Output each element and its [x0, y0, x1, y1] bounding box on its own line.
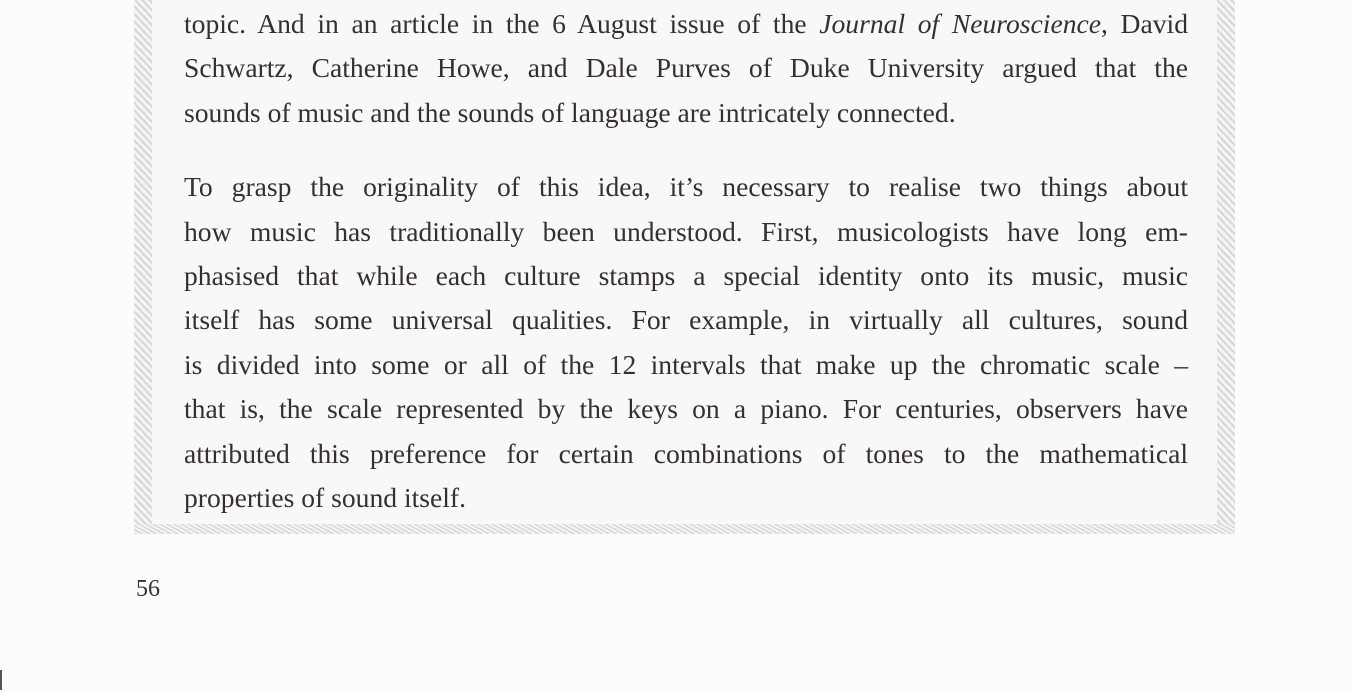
- page-number: 56: [136, 576, 160, 602]
- text-line: attributed this preference for certain combinations of tones to the mathematical: [184, 437, 1188, 469]
- text-line: sounds of music and the sounds of language are intricately connected.: [184, 96, 956, 128]
- article-body: [184, 2, 1188, 520]
- scan-edge-mark: [0, 670, 2, 690]
- paragraph-2: [184, 165, 1188, 520]
- text-line: how music has traditionally been understood. First, musicologists have long em-: [184, 215, 1188, 247]
- journal-title: Journal of Neuroscience: [819, 8, 1102, 39]
- text-run: , David: [1101, 8, 1188, 39]
- text-line: phasised that while each culture stamps a special identity onto its music, music: [184, 260, 1188, 292]
- paragraph-1: [184, 2, 1188, 135]
- text-line: [184, 2, 1188, 46]
- text-line: that is, the scale represented by the keys on a piano. For centuries, observers have: [184, 393, 1188, 425]
- text-run: topic. And in an article in the 6 August issue of the: [184, 8, 820, 39]
- text-line: itself has some universal qualities. For example, in virtually all cultures, sound: [184, 304, 1188, 336]
- text-line: Schwartz, Catherine Howe, and Dale Purves of Duke University argued that the: [184, 52, 1188, 84]
- text-line: To grasp the originality of this idea, it’s necessary to realise two things about: [184, 171, 1188, 203]
- text-line: properties of sound itself.: [184, 482, 467, 514]
- text-line: is divided into some or all of the 12 intervals that make up the chromatic scale –: [184, 348, 1188, 380]
